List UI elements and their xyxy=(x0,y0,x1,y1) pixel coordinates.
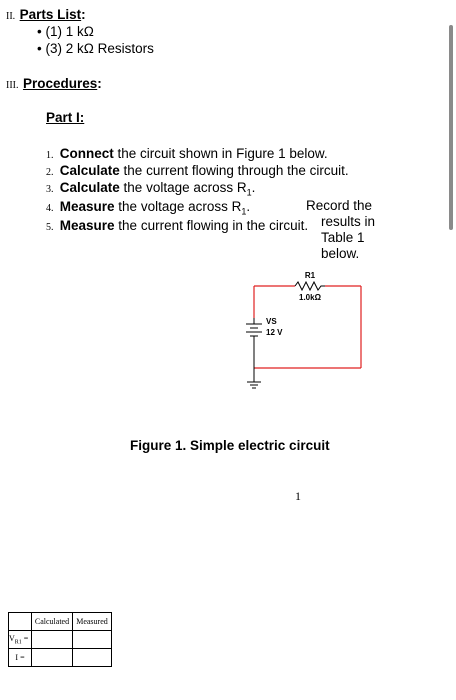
source-label: VS xyxy=(266,317,277,326)
section-numeral: II. xyxy=(6,11,16,22)
step-number: 3. xyxy=(46,184,54,195)
resistor-label: R1 xyxy=(304,271,316,280)
table-cell-input[interactable] xyxy=(32,649,73,667)
table-row xyxy=(9,631,112,649)
subscript: 1 xyxy=(246,187,252,198)
table-corner-cell xyxy=(9,613,32,631)
step-verb: Calculate xyxy=(59,163,120,178)
table-cell-input[interactable] xyxy=(32,631,73,649)
resistor-value: 1.0kΩ xyxy=(299,293,321,302)
figure-caption: Figure 1. Simple electric circuit xyxy=(130,438,330,453)
column-header-calculated: Calculated xyxy=(32,613,73,631)
step-number: 1. xyxy=(46,150,54,161)
row-label xyxy=(9,631,32,649)
row-label xyxy=(9,649,32,667)
step-text: the voltage across R xyxy=(119,180,247,195)
step-verb: Calculate xyxy=(59,180,120,195)
record-note-line: results in xyxy=(321,214,376,229)
row-label-suffix: = xyxy=(21,633,29,643)
parts-item-text: (3) 2 kΩ Resistors xyxy=(45,41,154,56)
procedures-heading xyxy=(6,75,102,93)
row-label-sub: R1 xyxy=(14,639,22,646)
step-text: the current flowing through the circuit. xyxy=(119,163,349,178)
heading-colon: : xyxy=(81,7,86,22)
row-label-text: V xyxy=(9,633,15,643)
step-verb: Measure xyxy=(59,218,115,233)
parts-item-text: (1) 1 kΩ xyxy=(45,24,94,39)
step-text: the circuit shown in Figure 1 below. xyxy=(113,146,328,161)
source-value: 12 V xyxy=(266,328,283,337)
subscript: 1 xyxy=(241,206,247,217)
row-label-text: I = xyxy=(15,653,25,662)
table-row xyxy=(9,649,112,667)
procedure-step xyxy=(46,217,308,236)
step-tail: . xyxy=(246,199,251,214)
parts-list-heading xyxy=(6,6,86,24)
circuit-diagram xyxy=(230,268,375,398)
step-verb: Measure xyxy=(59,199,115,214)
record-note-line: below. xyxy=(321,246,360,261)
step-text: the voltage across R xyxy=(114,199,242,214)
step-verb: Connect xyxy=(59,146,114,161)
parts-list-item: • (1) 1 kΩ xyxy=(37,24,94,39)
resistor-symbol xyxy=(295,282,325,290)
heading-colon: : xyxy=(97,76,102,91)
section-numeral: III. xyxy=(6,80,19,91)
table-header-row xyxy=(9,613,112,631)
record-note-line: Record the xyxy=(306,198,373,213)
record-note-line: Table 1 xyxy=(321,230,365,245)
parts-list-item: • (3) 2 kΩ Resistors xyxy=(37,41,154,56)
step-text: the current flowing in the circuit. xyxy=(114,218,309,233)
page-number: 1 xyxy=(295,489,301,503)
step-number: 4. xyxy=(46,203,54,214)
table-cell-input[interactable] xyxy=(73,631,112,649)
column-header-measured: Measured xyxy=(73,613,112,631)
part-heading: Part I: xyxy=(46,110,85,125)
table-cell-input[interactable] xyxy=(73,649,112,667)
step-number: 5. xyxy=(46,222,54,233)
step-tail: . xyxy=(251,180,256,195)
ground-icon xyxy=(247,368,261,388)
step-number: 2. xyxy=(46,167,54,178)
section-title: Procedures xyxy=(22,76,98,91)
results-table xyxy=(8,612,112,667)
battery-symbol xyxy=(246,318,262,340)
section-title: Parts List xyxy=(19,7,82,22)
scrollbar-thumb[interactable] xyxy=(449,25,453,230)
